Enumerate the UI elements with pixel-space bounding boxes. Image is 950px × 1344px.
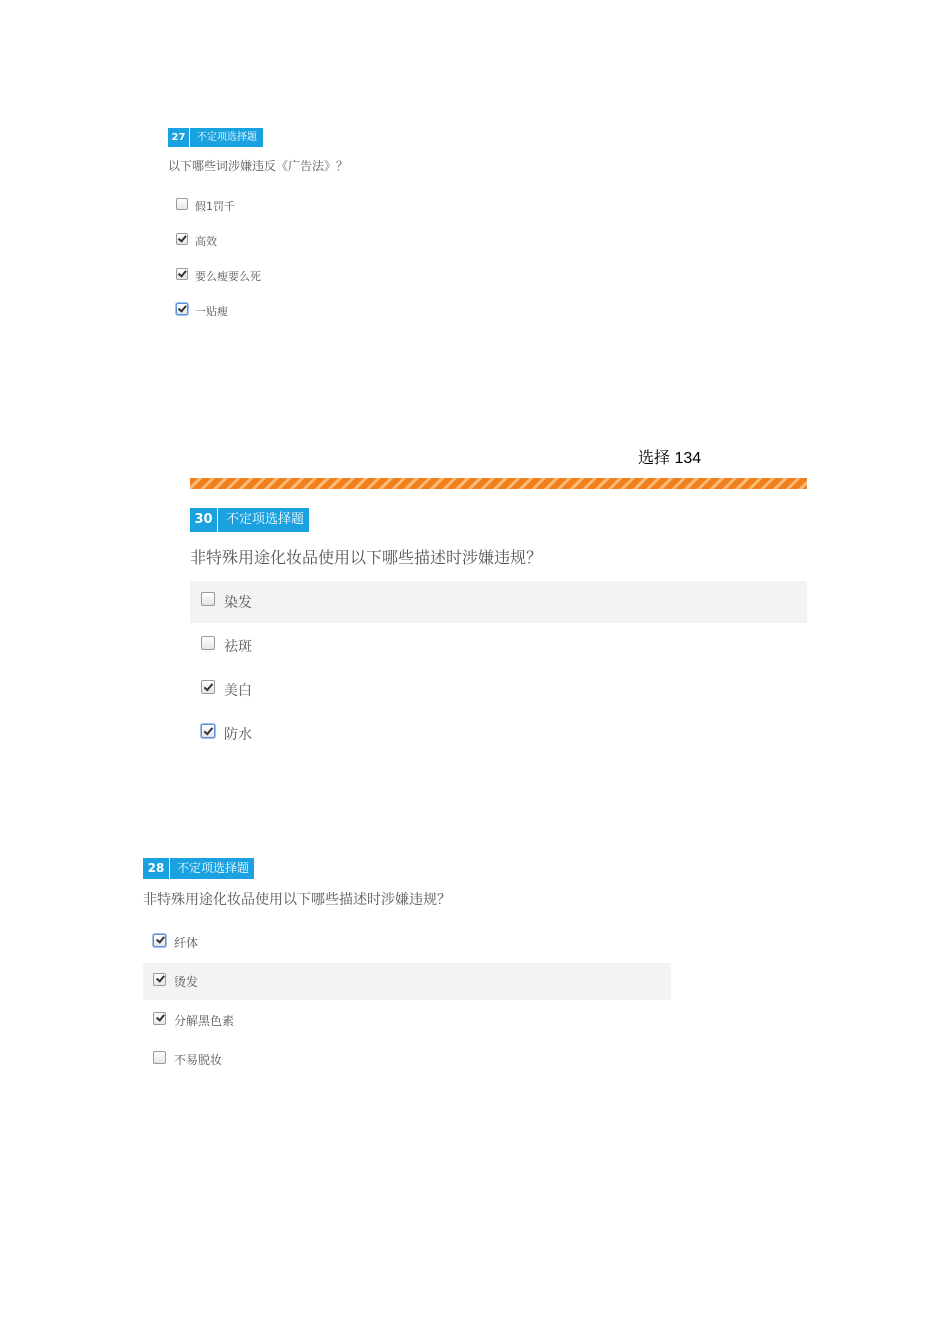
option-item[interactable] xyxy=(168,223,348,258)
option-item[interactable] xyxy=(168,188,348,223)
options-list xyxy=(190,581,807,755)
option-item[interactable] xyxy=(143,963,671,1000)
option-label: 不易脱妆 xyxy=(174,1053,223,1067)
option-item[interactable] xyxy=(190,625,807,667)
option-item[interactable] xyxy=(168,258,348,293)
option-label: 纤体 xyxy=(174,936,199,950)
question-type: 不定项选择题 xyxy=(177,861,250,875)
checkbox[interactable] xyxy=(201,724,215,738)
option-label: 分解黑色素 xyxy=(174,1014,235,1028)
checkbox[interactable] xyxy=(176,268,188,280)
option-label: 烫发 xyxy=(174,975,199,989)
answer-annotation: 选择 134 xyxy=(638,450,702,467)
option-item[interactable] xyxy=(143,924,671,961)
checkbox[interactable] xyxy=(153,1051,166,1064)
question-number: 30 xyxy=(190,508,218,532)
option-item[interactable] xyxy=(143,1002,671,1039)
option-label: 美白 xyxy=(224,683,252,699)
question-badge xyxy=(168,128,263,147)
option-item[interactable] xyxy=(190,581,807,623)
option-item[interactable] xyxy=(190,713,807,755)
question-text: 非特殊用途化妆品使用以下哪些描述时涉嫌违规？ xyxy=(190,548,543,567)
question-number: 27 xyxy=(168,128,190,147)
checkbox[interactable] xyxy=(153,973,166,986)
options-list xyxy=(143,924,671,1078)
option-label: 要么瘦要么死 xyxy=(195,269,261,283)
option-label: 防水 xyxy=(224,727,252,743)
question-badge xyxy=(143,858,254,879)
option-item[interactable] xyxy=(168,293,348,328)
question-text: 以下哪些词涉嫌违反《广告法》？ xyxy=(168,159,349,173)
option-label: 高效 xyxy=(195,234,217,248)
option-label: 假1罚千 xyxy=(195,199,235,213)
question-type: 不定项选择题 xyxy=(226,512,305,527)
checkbox[interactable] xyxy=(201,592,215,606)
checkbox[interactable] xyxy=(176,233,188,245)
question-block-28 xyxy=(143,858,671,1080)
question-text: 非特殊用途化妆品使用以下哪些描述时涉嫌违规？ xyxy=(143,892,451,908)
checkbox[interactable] xyxy=(201,636,215,650)
question-badge xyxy=(190,508,309,532)
option-item[interactable] xyxy=(143,1041,671,1078)
option-item[interactable] xyxy=(190,669,807,711)
checkbox[interactable] xyxy=(153,1012,166,1025)
checkbox[interactable] xyxy=(153,934,166,947)
option-label: 祛斑 xyxy=(224,639,252,655)
options-list xyxy=(168,188,348,328)
option-label: 染发 xyxy=(224,595,252,611)
question-block-30 xyxy=(190,478,807,757)
checkbox[interactable] xyxy=(176,198,188,210)
question-type: 不定项选择题 xyxy=(197,132,257,143)
checkbox[interactable] xyxy=(201,680,215,694)
question-number: 28 xyxy=(143,858,170,879)
checkbox[interactable] xyxy=(176,303,188,315)
progress-bar xyxy=(190,478,807,489)
option-label: 一贴瘦 xyxy=(195,304,228,318)
question-block-27 xyxy=(168,128,348,328)
